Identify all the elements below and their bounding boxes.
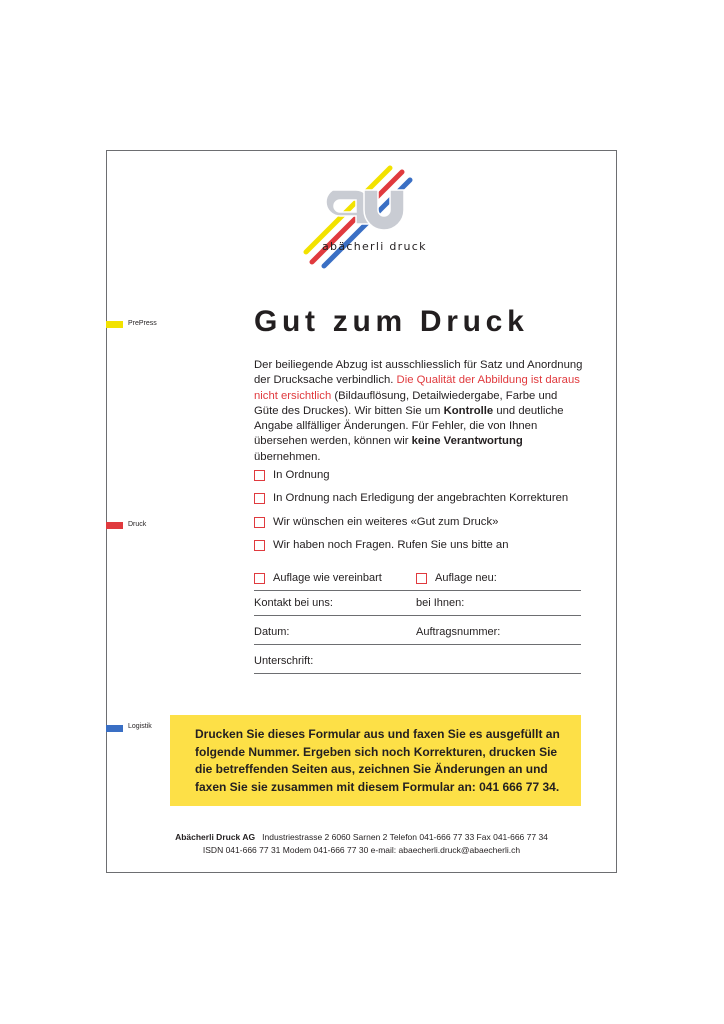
checkbox-weiteres-gzd[interactable] xyxy=(254,517,265,528)
intro-text-4: übernehmen. xyxy=(254,450,321,463)
logistik-label: Logistik xyxy=(128,723,152,730)
datum-field[interactable]: Datum: xyxy=(254,626,290,638)
auflage-row xyxy=(254,570,581,591)
kontakt-ihnen-field[interactable]: bei Ihnen: xyxy=(416,597,465,609)
option-label: Wir wünschen ein weiteres «Gut zum Druck» xyxy=(273,516,499,528)
option-nach-korrekturen xyxy=(254,492,568,504)
intro-text-2: (Bildauflösung, Detailwiedergabe, Farbe und Güte des Druckes). Wir bitten Sie um xyxy=(254,389,558,417)
druck-color-mark xyxy=(106,522,123,529)
intro-quality-warning: Die Qualität der Abbildung ist daraus nicht ersichtlich xyxy=(254,374,580,402)
option-label: Wir haben noch Fragen. Rufen Sie uns bitte an xyxy=(273,539,509,551)
intro-text-1: Der beiliegende Abzug ist ausschliesslich für Satz und Anordnung der Drucksache verbindlich. xyxy=(254,359,583,387)
prepress-label: PrePress xyxy=(128,320,157,327)
intro-bold-verantwortung: keine Verantwortung xyxy=(411,435,523,448)
auflage-neu-field[interactable]: Auflage neu: xyxy=(435,572,497,584)
checkbox-auflage-vereinbart[interactable] xyxy=(254,573,265,584)
checkbox-fragen[interactable] xyxy=(254,540,265,551)
option-fragen xyxy=(254,539,509,551)
footer-contact: ISDN 041-666 77 31 Modem 041-666 77 30 e-mail: abaecherli.druck@abaecherli.ch xyxy=(202,845,521,855)
druck-label: Druck xyxy=(128,521,147,528)
option-label: In Ordnung xyxy=(273,469,330,481)
auftragsnummer-field[interactable]: Auftragsnummer: xyxy=(416,626,501,638)
intro-paragraph xyxy=(254,358,584,465)
intro-text-3: und deutliche Angabe allfälliger Änderungen. Für Fehler, die von Ihnen übersehen werden, können wir xyxy=(254,404,564,448)
unterschrift-field[interactable]: Unterschrift: xyxy=(254,655,314,667)
checkbox-auflage-neu[interactable] xyxy=(416,573,427,584)
checkbox-nach-korrekturen[interactable] xyxy=(254,493,265,504)
unterschrift-row xyxy=(254,653,581,674)
option-in-ordnung xyxy=(254,469,330,481)
logo-wordmark: abächerli druck xyxy=(322,240,427,253)
footer-address: Industriestrasse 2 6060 Sarnen 2 Telefon 041-666 77 33 Fax 041-666 77 34 xyxy=(262,832,548,842)
option-weiteres-gzd xyxy=(254,516,498,528)
footer-company: Abächerli Druck AG xyxy=(175,832,256,842)
page-title: Gut zum Druck xyxy=(254,305,529,338)
fax-instructions-box xyxy=(170,715,581,806)
footer-line-2 xyxy=(106,845,617,855)
prepress-color-mark xyxy=(106,321,123,328)
intro-bold-kontrolle: Kontrolle xyxy=(443,404,494,417)
datum-row xyxy=(254,624,581,645)
abaecherli-logo xyxy=(298,160,418,272)
kontakt-row xyxy=(254,595,581,616)
logistik-color-mark xyxy=(106,725,123,732)
fax-instructions-text: Drucken Sie dieses Formular aus und faxen Sie es ausgefüllt an folgende Nummer. Ergeben sich noch Korrekturen, drucken Sie die betreffenden Seiten aus, zeichnen Sie Änderungen an und faxen Sie sie zusammen mit diesem Formular an: 041 666 77 34. xyxy=(195,727,560,794)
auflage-vereinbart-label: Auflage wie vereinbart xyxy=(273,572,382,584)
kontakt-uns-field[interactable]: Kontakt bei uns: xyxy=(254,597,333,609)
checkbox-in-ordnung[interactable] xyxy=(254,470,265,481)
option-label: In Ordnung nach Erledigung der angebrachten Korrekturen xyxy=(273,492,569,504)
footer-line-1 xyxy=(106,832,617,842)
